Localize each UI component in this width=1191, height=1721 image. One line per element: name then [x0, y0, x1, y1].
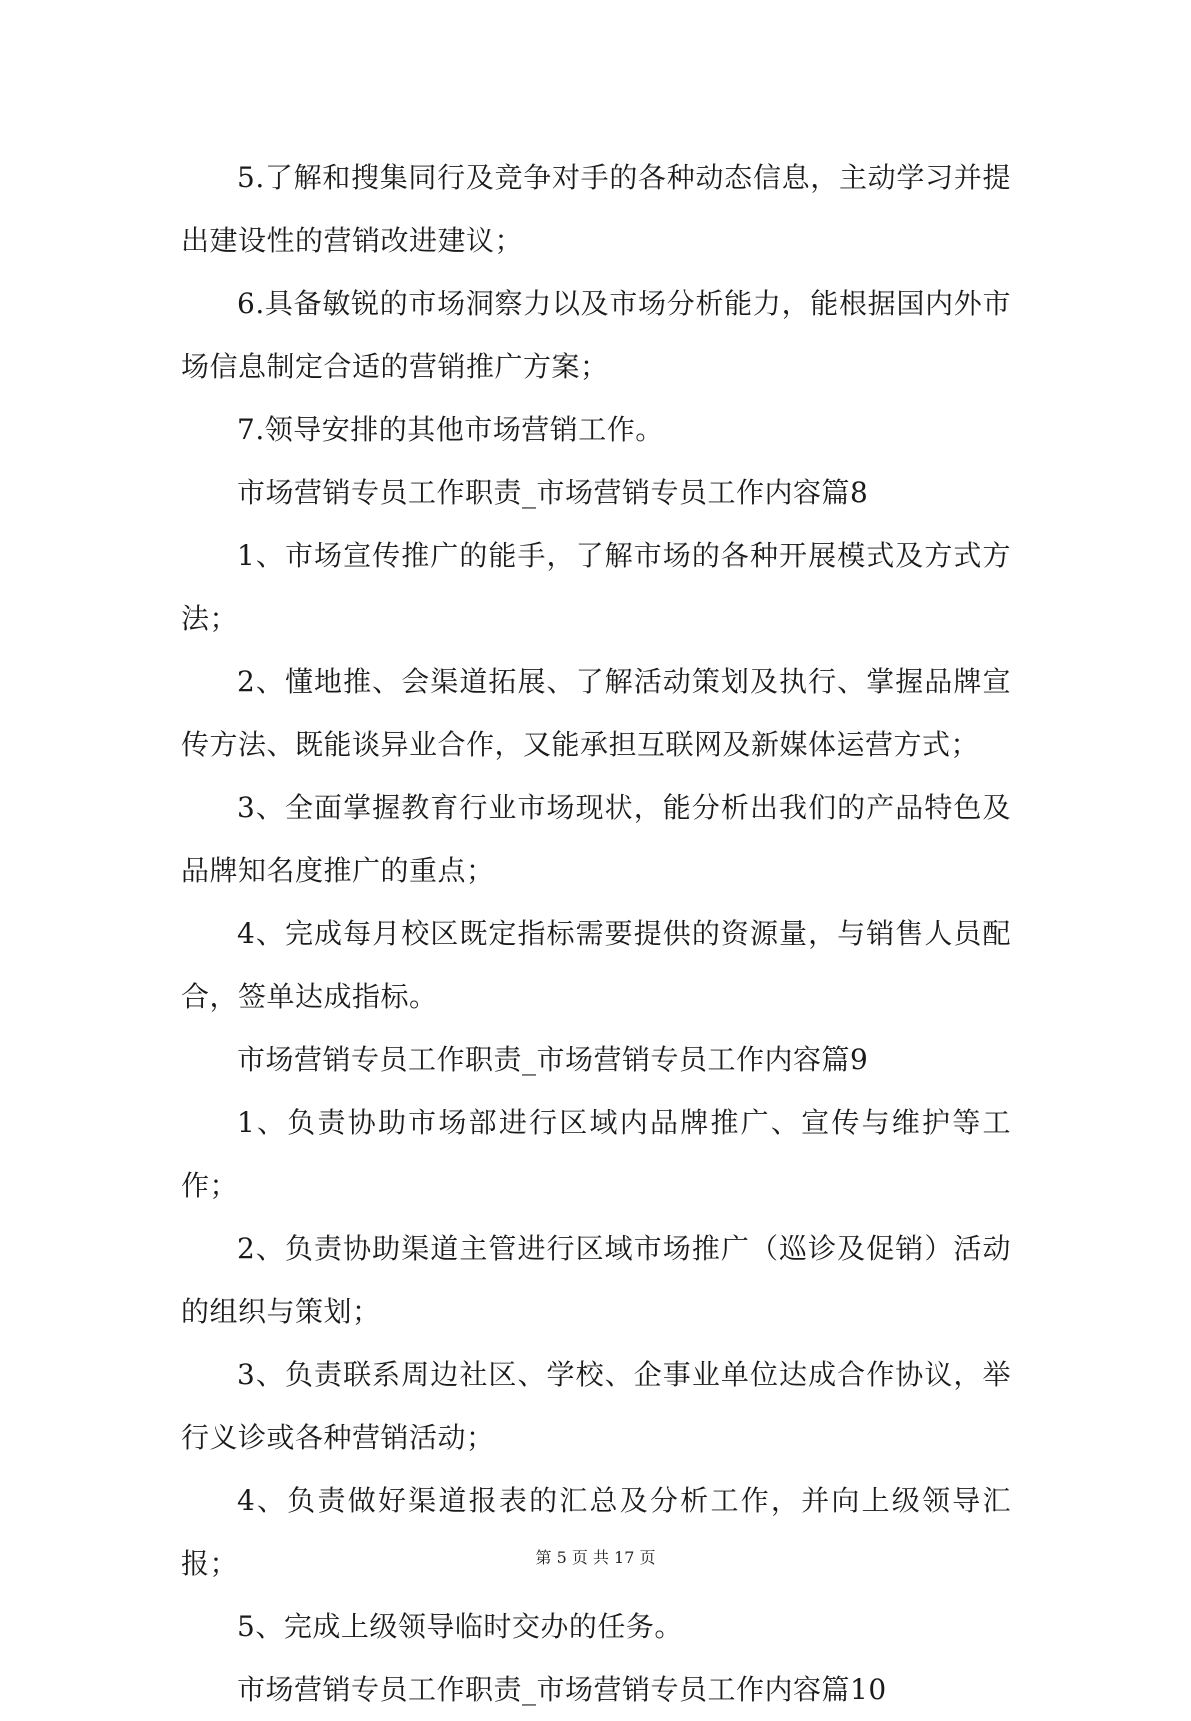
paragraph: 2、负责协助渠道主管进行区域市场推广（巡诊及促销）活动的组织与策划； — [181, 1232, 1011, 1328]
section-heading: 市场营销专员工作职责_市场营销专员工作内容篇10 — [237, 1673, 887, 1706]
page-number-footer: 第 5 页 共 17 页 — [535, 1548, 656, 1567]
paragraph: 1、负责协助市场部进行区域内品牌推广、宣传与维护等工作； — [181, 1106, 1011, 1202]
paragraph: 4、完成每月校区既定指标需要提供的资源量，与销售人员配合，签单达成指标。 — [181, 917, 1011, 1013]
paragraph: 6.具备敏锐的市场洞察力以及市场分析能力，能根据国内外市场信息制定合适的营销推广方案； — [181, 287, 1011, 383]
paragraph: 2、懂地推、会渠道拓展、了解活动策划及执行、掌握品牌宣传方法、既能谈异业合作，又能承担互联网及新媒体运营方式； — [181, 665, 1011, 761]
paragraph: 3、负责联系周边社区、学校、企事业单位达成合作协议，举行义诊或各种营销活动； — [181, 1358, 1011, 1454]
section-heading: 市场营销专员工作职责_市场营销专员工作内容篇8 — [237, 476, 869, 509]
paragraph: 5、完成上级领导临时交办的任务。 — [237, 1610, 683, 1643]
paragraph: 7.领导安排的其他市场营销工作。 — [237, 413, 664, 446]
paragraph: 4、负责做好渠道报表的汇总及分析工作，并向上级领导汇报； — [181, 1484, 1011, 1580]
section-heading: 市场营销专员工作职责_市场营销专员工作内容篇9 — [237, 1043, 869, 1076]
paragraph: 5.了解和搜集同行及竞争对手的各种动态信息，主动学习并提出建设性的营销改进建议； — [181, 161, 1011, 257]
paragraph: 1、市场宣传推广的能手，了解市场的各种开展模式及方式方法； — [181, 539, 1011, 635]
document-body — [181, 146, 1011, 1721]
paragraph: 3、全面掌握教育行业市场现状，能分析出我们的产品特色及品牌知名度推广的重点； — [181, 791, 1011, 887]
